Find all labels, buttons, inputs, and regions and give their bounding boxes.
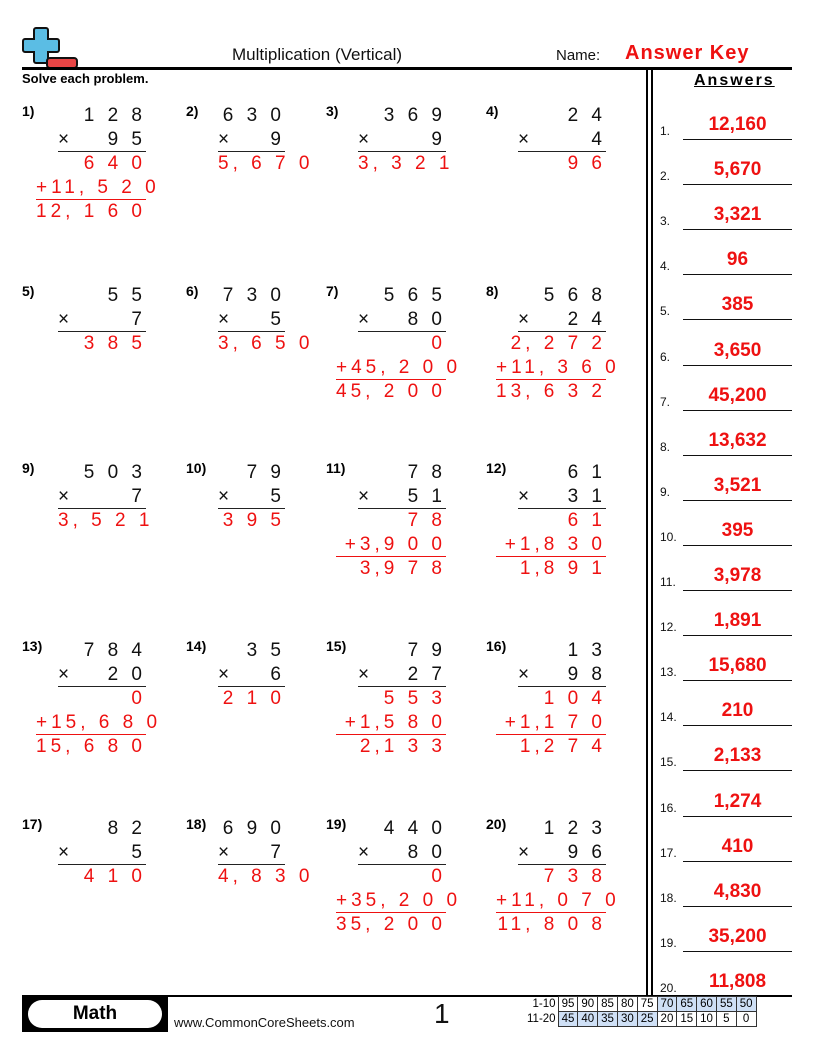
times-icon: × bbox=[518, 308, 530, 330]
score-cell: 5 bbox=[716, 1012, 736, 1027]
multiplier-row bbox=[496, 485, 606, 509]
multiplicand: 8 2 bbox=[107, 818, 146, 839]
answer-column-divider bbox=[651, 67, 653, 995]
answer-item bbox=[660, 961, 792, 997]
answer-item bbox=[660, 916, 792, 952]
multiplier: 9 8 bbox=[567, 663, 606, 685]
multiplicand: 7 9 bbox=[407, 640, 446, 661]
partial-product: 6 4 0 bbox=[83, 153, 146, 174]
instructions: Solve each problem. bbox=[22, 71, 149, 86]
answer-number: 14. bbox=[660, 710, 677, 725]
problem-number: 5) bbox=[22, 283, 35, 299]
multiplicand: 6 3 0 bbox=[222, 105, 285, 126]
score-range-label: 1-10 bbox=[532, 998, 556, 1010]
times-icon: × bbox=[218, 841, 230, 863]
answer-value: 395 bbox=[721, 519, 754, 541]
answer-item bbox=[660, 194, 792, 230]
answer-blank[interactable] bbox=[683, 229, 792, 230]
multiplier-row bbox=[496, 841, 606, 865]
score-cell: 90 bbox=[578, 997, 598, 1012]
website-link[interactable]: www.CommonCoreSheets.com bbox=[174, 1015, 355, 1030]
answer-blank[interactable] bbox=[683, 319, 792, 320]
problem-3 bbox=[326, 103, 454, 253]
problem-number: 20) bbox=[486, 816, 507, 832]
vertical-multiplication bbox=[36, 639, 162, 759]
answer-value: 13,632 bbox=[708, 429, 767, 451]
answer-number: 20. bbox=[660, 980, 677, 995]
partial-product: 2, 2 7 2 bbox=[510, 333, 606, 354]
partial-product: 6 1 bbox=[567, 510, 606, 531]
problem-number: 4) bbox=[486, 103, 499, 119]
times-icon: × bbox=[518, 663, 530, 685]
multiplier-row bbox=[36, 663, 146, 687]
score-cell: 85 bbox=[598, 997, 618, 1012]
answers-heading: Answers bbox=[694, 72, 775, 89]
answer-blank[interactable] bbox=[683, 455, 792, 456]
multiplicand: 5 6 5 bbox=[383, 285, 446, 306]
score-cell: 70 bbox=[657, 997, 677, 1012]
answer-blank[interactable] bbox=[683, 816, 792, 817]
score-cell: 45 bbox=[558, 1012, 578, 1027]
answer-value: 4,830 bbox=[713, 880, 762, 902]
answer-number: 4. bbox=[660, 259, 671, 274]
answer-item bbox=[660, 510, 792, 546]
multiplier-row bbox=[218, 485, 285, 509]
multiplier-row bbox=[218, 663, 285, 687]
product-answer: 3 8 5 bbox=[83, 333, 146, 354]
answer-item bbox=[660, 871, 792, 907]
multiplicand: 7 3 0 bbox=[222, 285, 285, 306]
answer-number: 16. bbox=[660, 800, 677, 815]
answer-value: 2,133 bbox=[713, 745, 762, 767]
vertical-multiplication bbox=[496, 461, 606, 581]
answer-blank[interactable] bbox=[683, 906, 792, 907]
score-cell: 60 bbox=[697, 997, 717, 1012]
score-cell: 35 bbox=[598, 1012, 618, 1027]
partial-product: +1,8 3 0 bbox=[504, 533, 606, 555]
product-answer: 3, 6 5 0 bbox=[218, 333, 314, 354]
times-icon: × bbox=[58, 663, 70, 685]
vertical-multiplication bbox=[496, 284, 620, 404]
product-answer: 1,8 9 1 bbox=[519, 558, 606, 579]
answer-number: 17. bbox=[660, 845, 677, 860]
times-icon: × bbox=[358, 841, 370, 863]
vertical-multiplication bbox=[336, 817, 462, 937]
score-cell: 20 bbox=[657, 1012, 677, 1027]
answer-value: 3,521 bbox=[713, 474, 762, 496]
partial-product: 7 3 8 bbox=[543, 866, 606, 887]
multiplicand: 2 4 bbox=[567, 105, 606, 126]
answer-number: 7. bbox=[660, 394, 671, 409]
score-row bbox=[524, 997, 756, 1012]
answer-item bbox=[660, 104, 792, 140]
answer-value: 1,274 bbox=[713, 790, 762, 812]
product-answer: 11, 8 0 8 bbox=[497, 914, 606, 935]
problem-5 bbox=[22, 283, 146, 433]
times-icon: × bbox=[58, 308, 70, 330]
problem-7 bbox=[326, 283, 462, 433]
answer-number: 11. bbox=[660, 575, 676, 589]
score-cell: 25 bbox=[637, 1012, 657, 1027]
answer-number: 6. bbox=[660, 349, 671, 364]
header-divider bbox=[22, 67, 792, 70]
product-answer: 3 9 5 bbox=[222, 510, 285, 531]
score-cell: 55 bbox=[716, 997, 736, 1012]
multiplier: 5 bbox=[131, 841, 146, 863]
product-answer: 2,1 3 3 bbox=[359, 736, 446, 757]
answer-blank[interactable] bbox=[683, 365, 792, 366]
score-row bbox=[524, 1012, 756, 1027]
problem-number: 11) bbox=[326, 460, 346, 476]
product-answer: 1,2 7 4 bbox=[519, 736, 606, 757]
problem-number: 14) bbox=[186, 638, 207, 654]
multiplier-row bbox=[58, 841, 146, 865]
multiplier: 4 bbox=[591, 128, 606, 150]
answer-value: 35,200 bbox=[708, 925, 767, 947]
problem-number: 7) bbox=[326, 283, 339, 299]
answer-number: 3. bbox=[660, 214, 671, 229]
multiplier-row bbox=[218, 841, 285, 865]
answer-item bbox=[660, 420, 792, 456]
answer-blank[interactable] bbox=[683, 545, 792, 546]
answer-column-divider bbox=[646, 67, 648, 995]
multiplier-row bbox=[58, 308, 146, 332]
product-answer: 13, 6 3 2 bbox=[496, 381, 606, 402]
answer-item bbox=[660, 690, 792, 726]
multiplier: 7 bbox=[131, 485, 146, 507]
vertical-multiplication bbox=[358, 104, 454, 176]
vertical-multiplication bbox=[336, 461, 446, 581]
multiplier: 9 5 bbox=[107, 128, 146, 150]
times-icon: × bbox=[218, 663, 230, 685]
answer-value: 1,891 bbox=[713, 610, 762, 632]
multiplier: 9 bbox=[270, 128, 285, 150]
multiplicand: 7 8 4 bbox=[83, 640, 146, 661]
times-icon: × bbox=[518, 485, 530, 507]
answer-number: 8. bbox=[660, 439, 671, 454]
vertical-multiplication bbox=[336, 639, 446, 759]
answer-blank[interactable] bbox=[683, 274, 792, 275]
vertical-multiplication bbox=[218, 639, 285, 711]
product-answer: 3, 3 2 1 bbox=[358, 153, 454, 174]
multiplier-row bbox=[36, 128, 146, 152]
vertical-multiplication bbox=[496, 639, 606, 759]
multiplicand: 1 2 8 bbox=[83, 105, 146, 126]
multiplier: 9 bbox=[431, 128, 446, 150]
partial-product: +45, 2 0 0 bbox=[336, 356, 462, 378]
times-icon: × bbox=[358, 128, 370, 150]
multiplier-row bbox=[336, 663, 446, 687]
answer-number: 18. bbox=[660, 890, 677, 905]
problem-8 bbox=[486, 283, 620, 433]
product-answer: 15, 6 8 0 bbox=[36, 736, 146, 757]
answer-number: 13. bbox=[660, 665, 677, 680]
problem-13 bbox=[22, 638, 162, 788]
vertical-multiplication bbox=[218, 104, 314, 176]
partial-product: 1 0 4 bbox=[543, 688, 606, 709]
problem-number: 9) bbox=[22, 460, 35, 476]
times-icon: × bbox=[518, 128, 530, 150]
answer-item bbox=[660, 375, 792, 411]
problem-12 bbox=[486, 460, 606, 610]
answer-item bbox=[660, 781, 792, 817]
multiplicand: 1 3 bbox=[567, 640, 606, 661]
problem-6 bbox=[186, 283, 314, 433]
problem-number: 10) bbox=[186, 460, 207, 476]
partial-product: +35, 2 0 0 bbox=[336, 889, 462, 911]
vertical-multiplication bbox=[36, 104, 160, 224]
product-answer: 3, 5 2 1 bbox=[58, 510, 154, 531]
answer-number: 2. bbox=[660, 169, 671, 184]
answer-value: 385 bbox=[721, 294, 754, 316]
partial-product: +1,1 7 0 bbox=[504, 711, 606, 733]
multiplier-row bbox=[218, 308, 285, 332]
multiplicand: 4 4 0 bbox=[383, 818, 446, 839]
product-answer: 45, 2 0 0 bbox=[336, 381, 446, 402]
multiplicand: 5 0 3 bbox=[83, 462, 146, 483]
answer-value: 45,200 bbox=[708, 384, 767, 406]
worksheet-title: Multiplication (Vertical) bbox=[232, 45, 403, 64]
multiplier: 5 1 bbox=[407, 485, 446, 507]
multiplicand: 6 9 0 bbox=[222, 818, 285, 839]
multiplier: 7 bbox=[131, 308, 146, 330]
problem-11 bbox=[326, 460, 446, 610]
problem-number: 18) bbox=[186, 816, 207, 832]
score-cell: 15 bbox=[677, 1012, 697, 1027]
partial-product: 0 bbox=[131, 688, 146, 709]
partial-product: +3,9 0 0 bbox=[344, 533, 446, 555]
multiplier-row bbox=[336, 841, 446, 865]
answer-item bbox=[660, 826, 792, 862]
score-cell: 30 bbox=[617, 1012, 637, 1027]
product-answer: 4, 8 3 0 bbox=[218, 866, 314, 887]
answer-blank[interactable] bbox=[683, 680, 792, 681]
answer-value: 3,650 bbox=[713, 339, 762, 361]
score-cell: 75 bbox=[637, 997, 657, 1012]
multiplicand: 1 2 3 bbox=[543, 818, 606, 839]
times-icon: × bbox=[218, 308, 230, 330]
problem-19 bbox=[326, 816, 462, 966]
times-icon: × bbox=[58, 128, 70, 150]
product-answer: 35, 2 0 0 bbox=[336, 914, 446, 935]
vertical-multiplication bbox=[58, 284, 146, 356]
answer-number: 1. bbox=[660, 124, 671, 138]
score-cell: 40 bbox=[578, 1012, 598, 1027]
multiplier-row bbox=[336, 485, 446, 509]
multiplier: 9 6 bbox=[567, 841, 606, 863]
problem-2 bbox=[186, 103, 314, 253]
problem-18 bbox=[186, 816, 314, 966]
answer-item bbox=[660, 555, 792, 591]
times-icon: × bbox=[58, 485, 70, 507]
answer-number: 19. bbox=[660, 935, 677, 950]
times-icon: × bbox=[518, 841, 530, 863]
score-cell: 0 bbox=[736, 1012, 756, 1027]
answer-value: 3,321 bbox=[713, 204, 762, 226]
answer-value: 5,670 bbox=[713, 159, 762, 181]
multiplicand: 7 8 bbox=[407, 462, 446, 483]
multiplicand: 3 6 9 bbox=[383, 105, 446, 126]
product-answer: 9 6 bbox=[567, 153, 606, 174]
multiplicand: 7 9 bbox=[246, 462, 285, 483]
problem-10 bbox=[186, 460, 285, 610]
multiplier: 7 bbox=[270, 841, 285, 863]
answer-value: 11,808 bbox=[708, 970, 767, 992]
vertical-multiplication bbox=[58, 461, 154, 533]
problem-9 bbox=[22, 460, 154, 610]
problem-number: 19) bbox=[326, 816, 347, 832]
problem-number: 8) bbox=[486, 283, 499, 299]
score-cell: 50 bbox=[736, 997, 756, 1012]
times-icon: × bbox=[358, 308, 370, 330]
answer-value: 3,978 bbox=[713, 565, 762, 586]
vertical-multiplication bbox=[496, 817, 620, 937]
answer-item bbox=[660, 645, 792, 681]
multiplier: 8 0 bbox=[407, 308, 446, 330]
vertical-multiplication bbox=[518, 104, 606, 176]
partial-product: +11, 0 7 0 bbox=[496, 889, 620, 911]
product-answer: 4 1 0 bbox=[83, 866, 146, 887]
answer-item bbox=[660, 149, 792, 185]
page-number: 1 bbox=[434, 998, 450, 1029]
problem-4 bbox=[486, 103, 606, 253]
answer-number: 5. bbox=[660, 304, 671, 319]
vertical-multiplication bbox=[218, 817, 314, 889]
answer-item bbox=[660, 735, 792, 771]
multiplier: 2 4 bbox=[567, 308, 606, 330]
score-cell: 95 bbox=[558, 997, 578, 1012]
answer-blank[interactable] bbox=[683, 590, 792, 591]
multiplier: 2 7 bbox=[407, 663, 446, 685]
answer-blank[interactable] bbox=[683, 635, 792, 636]
problem-number: 12) bbox=[486, 460, 507, 476]
multiplier: 2 0 bbox=[107, 663, 146, 685]
multiplier: 8 0 bbox=[407, 841, 446, 863]
multiplier-row bbox=[58, 485, 146, 509]
partial-product: 0 bbox=[431, 866, 446, 887]
problem-15 bbox=[326, 638, 446, 788]
multiplicand: 5 6 8 bbox=[543, 285, 606, 306]
answer-value: 410 bbox=[721, 835, 754, 857]
score-table bbox=[524, 996, 757, 1027]
vertical-multiplication bbox=[336, 284, 462, 404]
subject-badge: Math bbox=[28, 1000, 162, 1028]
partial-product: +11, 3 6 0 bbox=[496, 356, 620, 378]
answer-blank[interactable] bbox=[683, 770, 792, 771]
multiplier: 3 1 bbox=[567, 485, 606, 507]
answer-number: 9. bbox=[660, 484, 671, 499]
multiplier: 5 bbox=[270, 308, 285, 330]
times-icon: × bbox=[218, 128, 230, 150]
name-value: Answer Key bbox=[625, 42, 750, 64]
times-icon: × bbox=[358, 663, 370, 685]
multiplier-row bbox=[358, 128, 446, 152]
multiplier: 5 bbox=[270, 485, 285, 507]
score-range-label: 11-20 bbox=[527, 1013, 556, 1025]
answer-value: 15,680 bbox=[708, 655, 767, 677]
answer-blank[interactable] bbox=[683, 139, 792, 140]
partial-product: 7 8 bbox=[407, 510, 446, 531]
answer-blank[interactable] bbox=[683, 951, 792, 952]
multiplicand: 5 5 bbox=[107, 285, 146, 306]
problem-number: 3) bbox=[326, 103, 339, 119]
multiplier: 6 bbox=[270, 663, 285, 685]
problem-number: 15) bbox=[326, 638, 347, 654]
answer-number: 10. bbox=[660, 529, 677, 544]
multiplier-row bbox=[518, 128, 606, 152]
vertical-multiplication bbox=[218, 284, 314, 356]
partial-product: +1,5 8 0 bbox=[344, 711, 446, 733]
times-icon: × bbox=[218, 485, 230, 507]
problem-20 bbox=[486, 816, 620, 966]
problem-17 bbox=[22, 816, 146, 966]
problem-number: 2) bbox=[186, 103, 199, 119]
problem-number: 6) bbox=[186, 283, 199, 299]
multiplicand: 3 5 bbox=[246, 640, 285, 661]
answer-blank[interactable] bbox=[683, 861, 792, 862]
problem-number: 1) bbox=[22, 103, 35, 119]
answer-blank[interactable] bbox=[683, 184, 792, 185]
answer-value: 96 bbox=[726, 249, 749, 271]
problem-number: 17) bbox=[22, 816, 43, 832]
problem-number: 16) bbox=[486, 638, 507, 654]
answer-value: 12,160 bbox=[708, 114, 767, 135]
plus-minus-logo-icon bbox=[22, 26, 80, 70]
answer-item bbox=[660, 239, 792, 275]
times-icon: × bbox=[58, 841, 70, 863]
answer-number: 12. bbox=[660, 620, 677, 635]
vertical-multiplication bbox=[58, 817, 146, 889]
score-cell: 80 bbox=[617, 997, 637, 1012]
name-label: Name: bbox=[556, 47, 601, 64]
answer-item bbox=[660, 465, 792, 501]
times-icon: × bbox=[358, 485, 370, 507]
partial-product: +15, 6 8 0 bbox=[36, 711, 162, 733]
answer-value: 210 bbox=[721, 700, 754, 722]
product-answer: 3,9 7 8 bbox=[359, 558, 446, 579]
product-answer: 12, 1 6 0 bbox=[36, 201, 146, 222]
answer-number: 15. bbox=[660, 755, 677, 770]
answer-item bbox=[660, 600, 792, 636]
answer-blank[interactable] bbox=[683, 725, 792, 726]
multiplier-row bbox=[336, 308, 446, 332]
answer-blank[interactable] bbox=[683, 410, 792, 411]
multiplier-row bbox=[496, 663, 606, 687]
partial-product: +11, 5 2 0 bbox=[36, 176, 160, 198]
score-cell: 10 bbox=[697, 1012, 717, 1027]
product-answer: 2 1 0 bbox=[222, 688, 285, 709]
answer-blank[interactable] bbox=[683, 500, 792, 501]
problem-number: 13) bbox=[22, 638, 43, 654]
multiplicand: 6 1 bbox=[567, 462, 606, 483]
product-answer: 5, 6 7 0 bbox=[218, 153, 314, 174]
answer-item bbox=[660, 330, 792, 366]
partial-product: 0 bbox=[431, 333, 446, 354]
problem-1 bbox=[22, 103, 160, 253]
problem-16 bbox=[486, 638, 606, 788]
score-cell: 65 bbox=[677, 997, 697, 1012]
partial-product: 5 5 3 bbox=[383, 688, 446, 709]
answer-item bbox=[660, 284, 792, 320]
multiplier-row bbox=[218, 128, 285, 152]
vertical-multiplication bbox=[218, 461, 285, 533]
multiplier-row bbox=[496, 308, 606, 332]
problem-14 bbox=[186, 638, 285, 788]
